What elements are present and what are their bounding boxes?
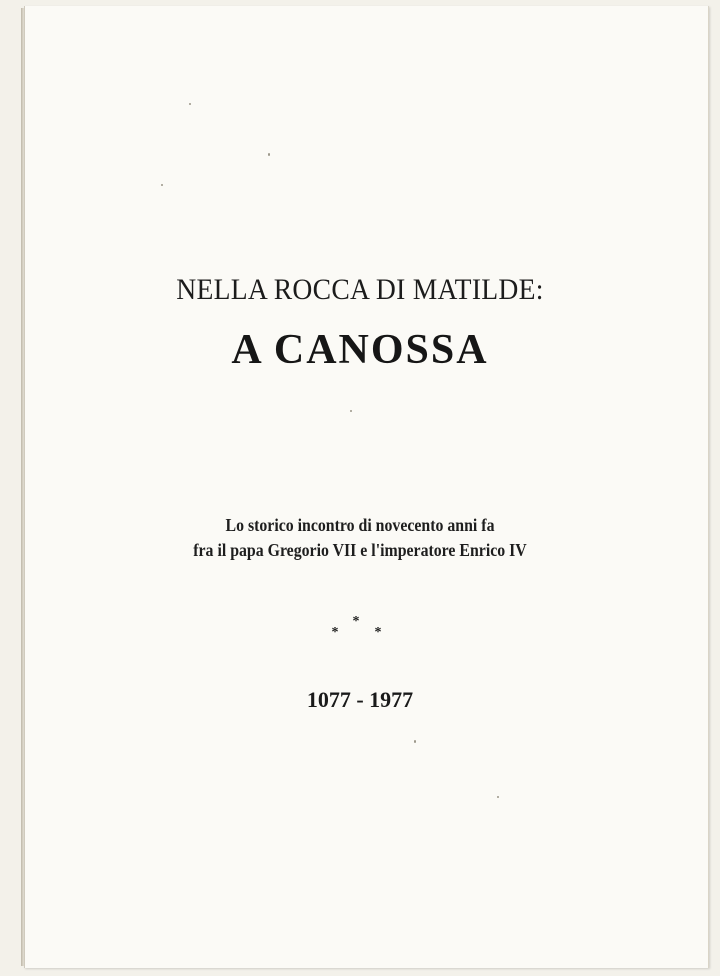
years-range: 1077 - 1977: [306, 687, 414, 712]
asterism-star-left: *: [331, 625, 339, 640]
asterism-star-right: *: [374, 625, 382, 640]
subtitle-line-1: Lo storico incontro di novecento anni fa: [225, 515, 495, 535]
paper-speck: [189, 103, 191, 105]
paper-speck: [350, 410, 352, 412]
paper-speck: [161, 184, 163, 186]
paper-speck: [414, 740, 416, 743]
cover-page: [24, 6, 709, 968]
title-line-1: NELLA ROCCA DI MATILDE:: [176, 273, 544, 306]
paper-speck: [268, 153, 270, 156]
title-line-2: A CANOSSA: [231, 327, 489, 373]
paper-speck: [497, 796, 499, 798]
asterism-star-top: *: [352, 614, 360, 629]
subtitle-line-2: fra il papa Gregorio VII e l'imperatore Enrico IV: [193, 540, 527, 560]
